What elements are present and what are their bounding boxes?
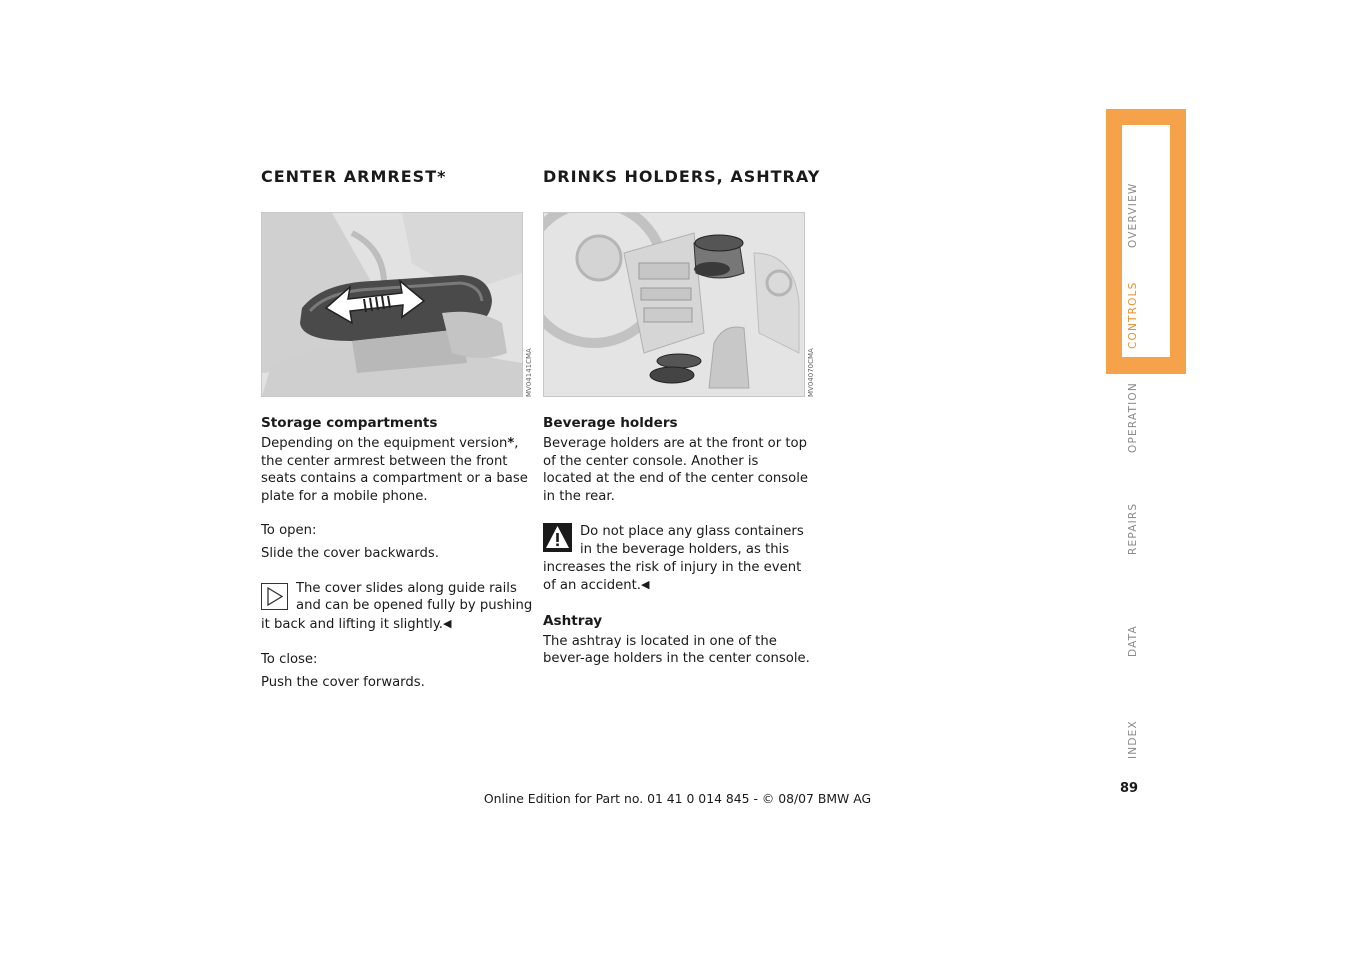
open-label: To open:: [261, 523, 317, 539]
ashtray-text: The ashtray is located in one of the bever-age holders in the center console.: [543, 633, 810, 667]
page-number: 89: [1120, 781, 1139, 796]
end-mark-icon: ◀: [442, 616, 452, 630]
close-label: To close:: [261, 652, 318, 668]
warning-triangle-icon: [543, 523, 572, 552]
center-armrest-heading: CENTER ARMREST*: [261, 167, 447, 186]
tab-controls[interactable]: CONTROLS: [1127, 281, 1139, 349]
storage-compartments-heading: Storage compartments: [261, 415, 438, 431]
left-column: [261, 414, 533, 692]
tab-operation[interactable]: OPERATION: [1127, 382, 1139, 453]
tab-index[interactable]: INDEX: [1127, 720, 1139, 759]
ashtray-heading: Ashtray: [543, 612, 603, 629]
drinks-holders-heading: DRINKS HOLDERS, ASHTRAY: [543, 167, 821, 186]
beverage-holder-illustration: [543, 212, 805, 397]
sidebar-active-tab-frame: [1106, 109, 1186, 374]
tab-overview[interactable]: OVERVIEW: [1127, 182, 1139, 248]
warning-block: [543, 523, 811, 594]
armrest-illustration: [261, 212, 523, 397]
footer-edition: Online Edition for Part no. 01 41 0 014 845 - © 08/07 BMW AG: [483, 791, 872, 806]
tab-data[interactable]: DATA: [1127, 625, 1139, 657]
tab-repairs[interactable]: REPAIRS: [1127, 502, 1139, 555]
triangle-note-icon: [261, 583, 288, 610]
beverage-figure-code: MV04070CMA: [807, 348, 815, 397]
open-text: Slide the cover backwards.: [261, 545, 439, 561]
equipment-star: *: [507, 436, 515, 451]
note-block: [261, 580, 533, 634]
beverage-intro: Beverage holders are at the front or top of the center console. Another is located at the end of the center console in the rear.: [543, 436, 808, 504]
armrest-figure-code: MV04141CMA: [525, 348, 533, 397]
beverage-holders-heading: Beverage holders: [543, 415, 678, 431]
warning-text: Do not place any glass containers in the beverage holders, as this increases the risk of injury in the event of an accident.: [543, 524, 804, 594]
end-mark-icon: ◀: [641, 578, 650, 592]
note-text: The cover slides along guide rails and can be opened fully by pushing it back and lifting it slightly.: [261, 580, 533, 632]
right-column: [543, 414, 811, 668]
storage-intro: Depending on the equipment version*, the center armrest between the front seats contains a compartment or a base plate for a mobile phone.: [261, 436, 528, 504]
close-text: Push the cover forwards.: [261, 674, 425, 690]
